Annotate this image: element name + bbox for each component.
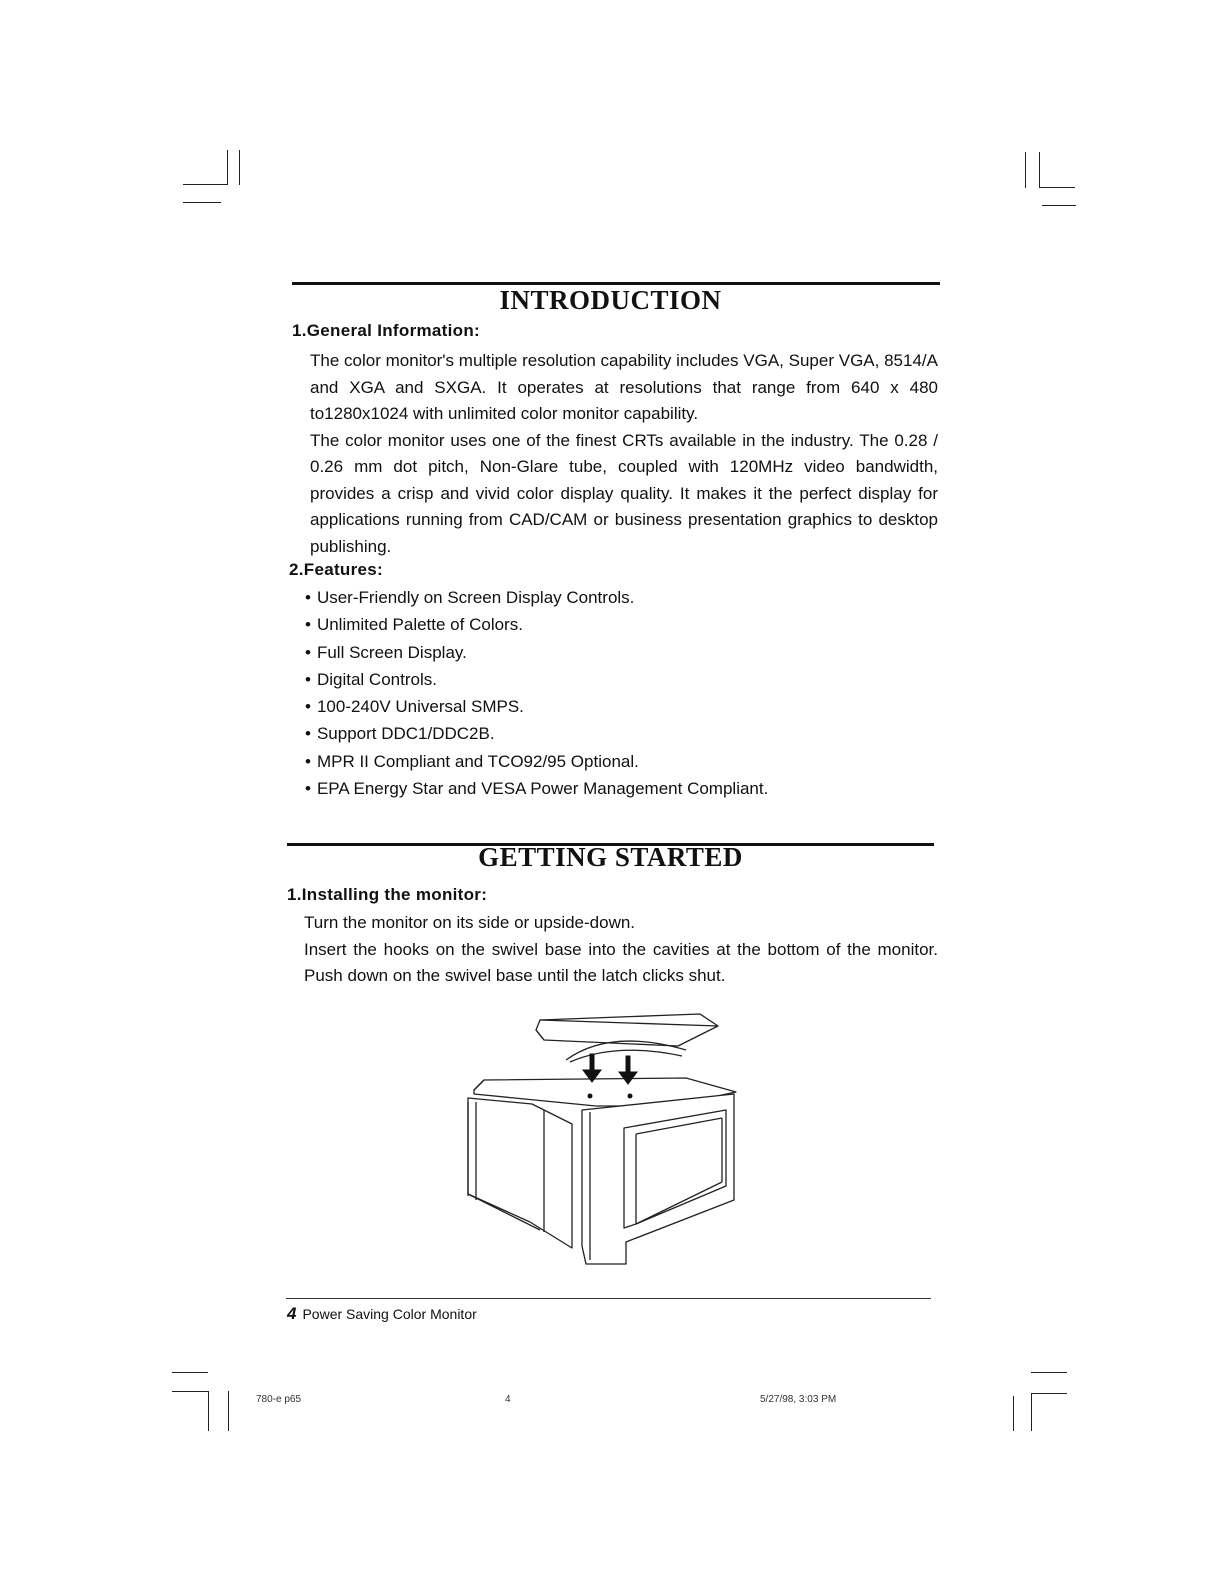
getting-started-title: GETTING STARTED xyxy=(478,842,743,872)
installing-line-1: Turn the monitor on its side or upside-down. xyxy=(304,913,636,932)
footer-rule xyxy=(286,1298,931,1299)
crop-mark-bottom-right xyxy=(1031,1372,1067,1373)
crop-mark-top-left xyxy=(239,150,240,185)
feature-item: • Support DDC1/DDC2B. xyxy=(305,720,768,747)
feature-item: • Unlimited Palette of Colors. xyxy=(305,611,768,638)
crop-mark-top-left xyxy=(183,184,227,185)
crop-mark-bottom-left xyxy=(172,1391,208,1392)
slug-file: 780-e p65 xyxy=(256,1394,302,1405)
general-information-text xyxy=(310,348,938,560)
crop-mark-top-left xyxy=(227,150,228,185)
slug-datetime: 5/27/98, 3:03 PM xyxy=(760,1394,837,1405)
general-paragraph-2: The color monitor uses one of the finest CRTs available in the industry. The 0.28 / 0.26 mm dot pitch, Non-Glare tube, coupled with 120MHz video bandwidth, provides a crisp and vivid color display quality. It makes it the perfect display for applications running from CAD/CAM or business presentation graphics to desktop publishing. xyxy=(310,430,938,556)
slug-page: 4 xyxy=(505,1394,511,1405)
feature-item: • 100-240V Universal SMPS. xyxy=(305,693,768,720)
crop-mark-top-right xyxy=(1025,152,1026,188)
general-information-heading: 1.General Information: xyxy=(292,321,480,340)
feature-item: • EPA Energy Star and VESA Power Management Compliant. xyxy=(305,775,768,802)
crop-mark-top-left xyxy=(183,202,221,203)
crop-mark-bottom-right xyxy=(1031,1393,1032,1431)
installing-heading: 1.Installing the monitor: xyxy=(287,885,488,904)
footer-title: Power Saving Color Monitor xyxy=(302,1306,477,1322)
installing-line-2: Insert the hooks on the swivel base into the cavities at the bottom of the monitor. Push down on the swivel base until the latch clicks shut. xyxy=(304,939,938,985)
installing-text xyxy=(304,910,938,990)
feature-item: • MPR II Compliant and TCO92/95 Optional. xyxy=(305,748,768,775)
crop-mark-top-right xyxy=(1042,205,1076,206)
introduction-title: INTRODUCTION xyxy=(499,285,722,315)
page-footer xyxy=(287,1304,477,1324)
features-heading: 2.Features: xyxy=(289,560,384,579)
footer-page-number: 4 xyxy=(287,1304,297,1323)
crop-mark-bottom-left xyxy=(172,1372,208,1373)
crop-mark-bottom-left xyxy=(208,1391,209,1431)
crop-mark-top-right xyxy=(1039,187,1075,188)
crop-mark-bottom-right xyxy=(1013,1396,1014,1431)
feature-item: • Digital Controls. xyxy=(305,666,768,693)
crop-mark-bottom-left xyxy=(228,1391,229,1431)
crop-mark-top-right xyxy=(1039,152,1040,188)
features-list xyxy=(305,584,768,802)
feature-item: • User-Friendly on Screen Display Controls. xyxy=(305,584,768,611)
monitor-swivel-base-illustration xyxy=(460,1010,750,1266)
general-paragraph-1: The color monitor's multiple resolution capability includes VGA, Super VGA, 8514/A and XGA and SXGA. It operates at resolutions that range from 640 x 480 to1280x1024 with unlimited color monitor capability. xyxy=(310,351,938,423)
crop-mark-bottom-right xyxy=(1031,1393,1067,1394)
feature-item: • Full Screen Display. xyxy=(305,639,768,666)
